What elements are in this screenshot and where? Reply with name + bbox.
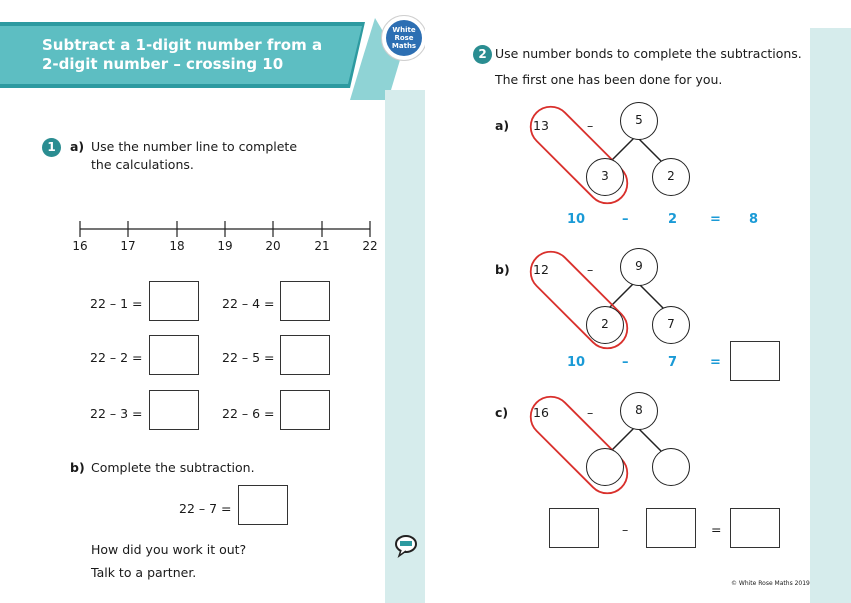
equation-value: 10	[567, 212, 586, 227]
minus-sign: –	[587, 118, 594, 133]
answer-box[interactable]	[730, 341, 780, 381]
tick-label: 20	[265, 239, 281, 253]
minus-sign: –	[587, 405, 594, 420]
calc-text: 22 – 4 =	[222, 296, 275, 311]
answer-box[interactable]	[730, 508, 780, 548]
answer-box[interactable]	[149, 281, 199, 321]
start-number: 13	[533, 118, 549, 133]
equation-minus: –	[622, 212, 629, 227]
calc-text: 22 – 6 =	[222, 406, 275, 421]
discussion-prompt: Talk to a partner.	[91, 565, 197, 580]
bond-part-circle: 7	[652, 306, 690, 344]
equation-equals: =	[710, 355, 721, 370]
calc-text: 22 – 5 =	[222, 350, 275, 365]
discussion-prompt: How did you work it out?	[91, 542, 247, 557]
page-title: Subtract a 1-digit number from a 2-digit number – crossing 10	[42, 36, 323, 73]
calc-text: 22 – 2 =	[90, 350, 143, 365]
equation-result: 8	[749, 212, 759, 227]
right-margin-strip	[810, 28, 851, 603]
answer-box[interactable]	[646, 508, 696, 548]
part-b-label: b)	[70, 460, 85, 475]
answer-box[interactable]	[238, 485, 288, 525]
bond-part-circle: 2	[652, 158, 690, 196]
answer-box[interactable]	[549, 508, 599, 548]
answer-box[interactable]	[280, 390, 330, 430]
copyright: © White Rose Maths 2019	[731, 580, 810, 587]
tick-label: 16	[72, 239, 88, 253]
speech-bubble-icon	[393, 533, 421, 559]
tick-label: 17	[120, 239, 136, 253]
tick-label: 18	[169, 239, 185, 253]
bond-whole-circle: 8	[620, 392, 658, 430]
equation-equals: =	[710, 212, 721, 227]
q2-subtext: The first one has been done for you.	[495, 72, 723, 87]
part-a-label: a)	[70, 139, 85, 154]
answer-box[interactable]	[280, 335, 330, 375]
bond-part-circle[interactable]	[586, 448, 624, 486]
item-label: c)	[495, 405, 509, 420]
start-number: 16	[533, 405, 549, 420]
calc-text: 22 – 7 =	[179, 501, 232, 516]
calc-text: 22 – 1 =	[90, 296, 143, 311]
calc-text: 22 – 3 =	[90, 406, 143, 421]
tick-label: 21	[314, 239, 330, 253]
question-1-badge: 1	[42, 138, 61, 157]
answer-box[interactable]	[280, 281, 330, 321]
bond-part-circle[interactable]	[652, 448, 690, 486]
tick-label: 19	[217, 239, 233, 253]
q1-instruction-line2: the calculations.	[91, 157, 194, 172]
part-b-instruction: Complete the subtraction.	[91, 460, 255, 475]
start-number: 12	[533, 262, 549, 277]
tick-label: 22	[362, 239, 378, 253]
item-label: a)	[495, 118, 510, 133]
item-label: b)	[495, 262, 510, 277]
left-page	[0, 0, 425, 603]
bond-part-circle: 3	[586, 158, 624, 196]
equation-value: 10	[567, 355, 586, 370]
equation-value: 7	[668, 355, 678, 370]
logo: White Rose Maths	[381, 15, 427, 61]
right-page	[425, 0, 851, 603]
equals-sign: =	[711, 522, 722, 537]
bond-whole-circle: 9	[620, 248, 658, 286]
minus-sign: –	[587, 262, 594, 277]
question-2-badge: 2	[473, 45, 492, 64]
bond-part-circle: 2	[586, 306, 624, 344]
q2-instruction: Use number bonds to complete the subtractions.	[495, 46, 802, 61]
minus-sign: –	[622, 522, 629, 537]
left-margin-strip	[385, 90, 425, 603]
equation-minus: –	[622, 355, 629, 370]
bond-whole-circle: 5	[620, 102, 658, 140]
answer-box[interactable]	[149, 390, 199, 430]
answer-box[interactable]	[149, 335, 199, 375]
equation-value: 2	[668, 212, 678, 227]
q1-instruction-line1: Use the number line to complete	[91, 139, 298, 154]
